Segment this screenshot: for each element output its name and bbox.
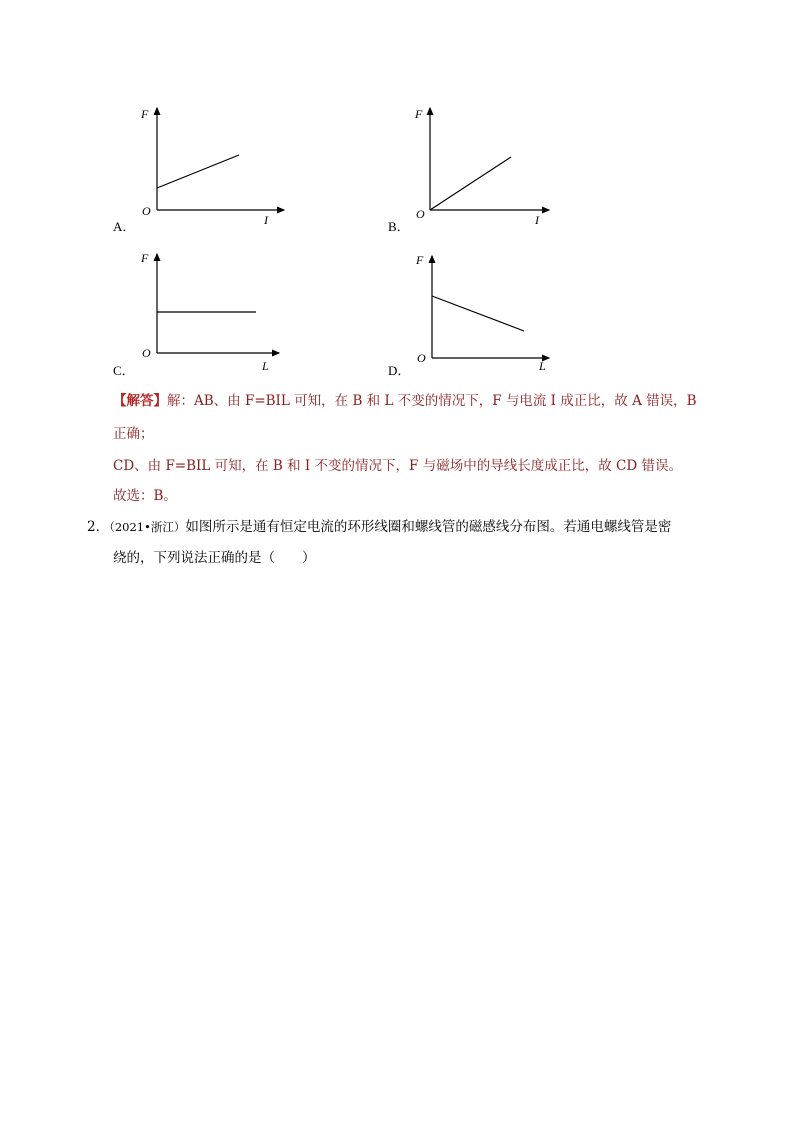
graph-option-a bbox=[138, 102, 298, 227]
y-axis-label: F bbox=[416, 253, 424, 267]
answer-text-1: 解：AB、由 F=BIL 可知，在 B 和 L 不变的情况下，F 与电流 I 成正比，故 A 错误，B bbox=[167, 393, 697, 409]
graph-option-b bbox=[413, 102, 573, 227]
x-axis-label: L bbox=[262, 359, 269, 373]
x-axis-label: I bbox=[535, 213, 539, 227]
question-2-line-1 bbox=[87, 512, 671, 542]
origin-label: O bbox=[142, 346, 151, 360]
answer-line-3: CD、由 F=BIL 可知，在 B 和 I 不变的情况下，F 与磁场中的导线长度成正比，故 CD 错误。 bbox=[113, 458, 682, 474]
y-axis-label: F bbox=[141, 251, 149, 265]
option-a-label: A． bbox=[113, 219, 136, 234]
answer-line-1 bbox=[113, 386, 697, 416]
option-b-label: B． bbox=[388, 219, 410, 234]
option-c-label: C． bbox=[113, 363, 135, 378]
x-axis-label: L bbox=[539, 359, 546, 373]
graph-line bbox=[430, 157, 511, 210]
question-text-1: 如图所示是通有恒定电流的环形线圈和螺线管的磁感线分布图。若通电螺线管是密 bbox=[185, 519, 672, 535]
origin-label: O bbox=[416, 207, 425, 221]
answer-tag: 【解答】 bbox=[113, 393, 167, 409]
y-axis-label: F bbox=[141, 107, 149, 121]
answer-line-2: 正确； bbox=[113, 426, 154, 442]
option-d-label: D． bbox=[388, 363, 411, 378]
y-axis-label: F bbox=[415, 107, 423, 121]
graph-option-d bbox=[413, 250, 573, 375]
origin-label: O bbox=[142, 204, 151, 218]
graph-line bbox=[157, 155, 239, 188]
x-axis-label: I bbox=[264, 213, 268, 227]
graph-line bbox=[432, 296, 524, 331]
origin-label: O bbox=[417, 351, 426, 365]
question-source: （2021•浙江） bbox=[109, 520, 186, 534]
question-number: 2． bbox=[87, 519, 110, 535]
question-2-line-2: 绕的，下列说法正确的是（ ） bbox=[113, 550, 316, 566]
graph-option-c bbox=[138, 248, 298, 373]
answer-line-4: 故选：B。 bbox=[113, 488, 177, 504]
